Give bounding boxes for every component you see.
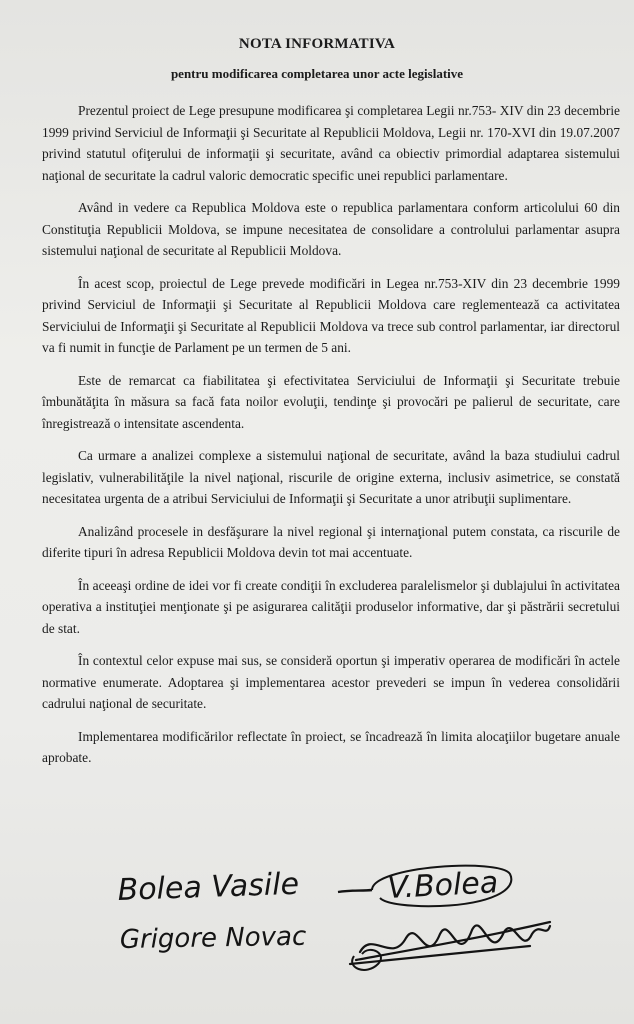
paragraph: Implementarea modificărilor reflectate în proiect, se încadrează în limita alocaţiilor bugetare anuale aprobate. [42, 728, 620, 765]
signature-name-2: Grigore Novac [119, 921, 307, 955]
paragraph: Este de remarcat ca fiabilitatea şi efectivitatea Serviciului de Informaţii şi Securitate trebuie îmbunătăţita în măsura sa facă fata noilor evoluţii, tendinţe şi provocări pe palierul de securitate, care înregistrează o intensitate ascendenta. [42, 372, 620, 431]
document-subtitle: pentru modificarea completarea unor acte legislative [170, 66, 464, 81]
paragraph: Ca urmare a analizei complexe a sistemului naţional de securitate, având la baza studiului cadrul legislativ, vulnerabilităţile la nivel naţional, riscurile de origine externa, inclusiv asimetrice, se constată necesitatea urgenta de a atribui Serviciului de Informaţii şi Securitate a unor atribuţii suplimentare. [42, 448, 620, 506]
signature-mark-1: V.Bolea [386, 865, 500, 906]
paragraph: Analizând procesele in desfăşurare la nivel regional şi internaţional putem constata, ca riscurile de diferite tipuri în adresa Republicii Moldova devin tot mai accentuate. [42, 523, 620, 560]
paragraph: În aceeaşi ordine de idei vor fi create condiţii în excluderea paralelismelor şi dublajului în activitatea operativa a instituţiei menţionate şi pe asigurarea calităţii produselor informative, dar şi păstrării secretului de stat. [42, 577, 620, 636]
paragraph: Având in vedere ca Republica Moldova este o republica parlamentara conform articolului 60 din Constituţia Republicii Moldova, se impune necesitatea de consolidare a controlului parlamentar asupra sistemului naţional de securitate al Republicii Moldova. [42, 200, 620, 258]
document-body [42, 100, 620, 780]
document-title: NOTA INFORMATIVA [238, 36, 396, 52]
paragraph: Prezentul proiect de Lege presupune modificarea şi completarea Legii nr.753- XIV din 23 decembrie 1999 privind Serviciul de Informaţii şi Securitate al Republicii Moldova, Legii nr. 170-XVI din 19.07.2007 privind statutul ofiţerului de informaţii şi securitate, având ca obiectiv primordial adaptarea sistemului naţional de securitate la cadrul valoric democratic specific unei republici parlamentare. [42, 103, 620, 183]
signature-dash [338, 890, 372, 892]
paragraph: În acest scop, proiectul de Lege prevede modificări in Legea nr.753-XIV din 23 decembrie 1999 privind Serviciul de Informaţii şi Securitate al Republicii Moldova care reglementează ca activitatea Serviciului de Informaţii şi Securitate al Republicii Moldova va trece sub control parlamentar, iar directorul va fi numit in funcţie de Parlament pe un termen de 5 ani. [42, 275, 620, 355]
signature-name-1: Bolea Vasile [117, 866, 300, 908]
signatures-block [110, 860, 610, 1010]
paragraph: În contextul celor expuse mai sus, se consideră oportun şi imperativ operarea de modificări în actele normative enumerate. Adoptarea şi implementarea acestor prevederi se impun în vederea consolidării cadrului naţional de securitate. [42, 653, 620, 711]
